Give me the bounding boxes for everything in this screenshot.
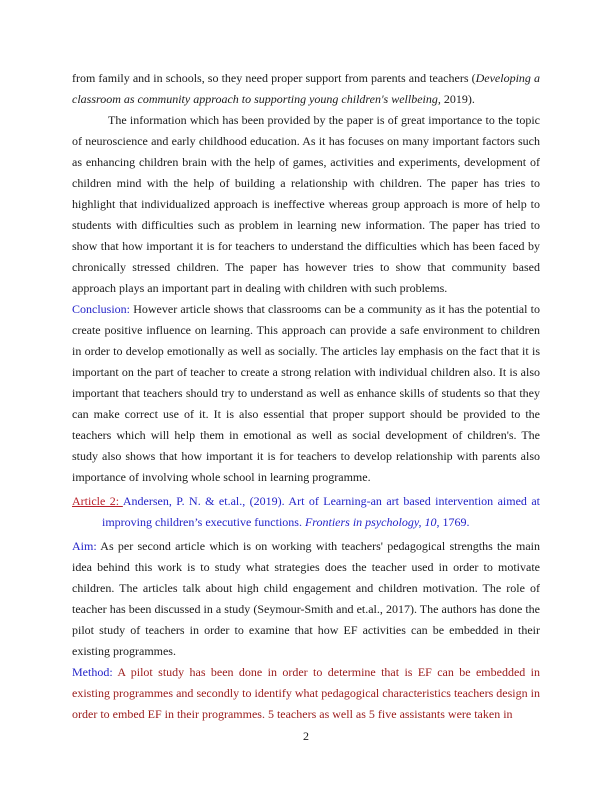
method-label: Method: <box>72 665 113 679</box>
method-text: A pilot study has been done in order to determine that is EF can be embedded in existing programmes and secondly to identify what pedagogical characteristics teachers design in order to embed EF in their programmes. 5 teachers as well as 5 five assistants were taken in <box>72 665 540 721</box>
article2-reference <box>72 491 540 533</box>
document-page <box>72 68 540 725</box>
page-number: 2 <box>303 729 309 743</box>
article2-journal: Frontiers in psychology, 10, <box>304 515 440 529</box>
article2-pages: 1769. <box>439 515 470 529</box>
article2-label: Article 2: <box>72 494 123 508</box>
summary-paragraph: The information which has been provided by the paper is of great importance to the topic of neuroscience and early childhood education. As it has focuses on many important factors such as enhancing children brain with the help of games, activities and experiments, development of children mind with the help of building a relationship with children. The paper has tries to highlight that individualized approach is ineffective whereas group approach is more of help to students with difficulties such as problem in learning new information. The paper has tried to show that how important it is for teachers to understand the difficulties which has been faced by chronically stressed children. The paper has however tries to show that community based approach plays an important part in dealing with children with such problems. <box>72 113 540 295</box>
aim-text: As per second article which is on working with teachers' pedagogical strengths the main idea behind this work is to study what strategies does the teacher used in order to motivate children. The articles talk about high child engagement and children motivation. The role of teacher has been discussed in a study (Seymour-Smith and et.al., 2017). The authors has done the pilot study of teachers in order to examine that how EF activities can be embedded in their existing programmes. <box>72 539 540 658</box>
continuation-paragraph <box>72 68 540 110</box>
conclusion-paragraph <box>72 299 540 488</box>
method-paragraph <box>72 662 540 725</box>
conclusion-text: However article shows that classrooms can be a community as it has the potential to create positive influence on learning. This approach can provide a safe environment to children in order to develop emotionally as well as socially. The articles lay emphasis on the fact that it is important on the part of teacher to create a strong relation with individual children also. It is also important that teachers should try to understand as well as enhance skills of students so that they can make correct use of it. It is also essential that proper support should be provided to the teachers which will help them in emotional as well as social development of children's. The study also shows that how important it is for teachers to develop relationship with parents also importance of involving whole school in learning programme. <box>72 302 540 484</box>
aim-label: Aim: <box>72 539 97 553</box>
conclusion-label: Conclusion: <box>72 302 131 316</box>
continuation-text: from family and in schools, so they need proper support from parents and teachers ( <box>72 71 476 85</box>
continuation-year: 2019). <box>440 92 475 106</box>
continuation-italic-title: Developing a classroom as community approach to supporting young children's wellbeing, <box>72 71 541 106</box>
article2-citation: Andersen, P. N. & et.al., (2019). Art of Learning-an art based intervention aimed at improving children’s executive functions. <box>102 494 540 529</box>
aim-paragraph <box>72 536 540 662</box>
